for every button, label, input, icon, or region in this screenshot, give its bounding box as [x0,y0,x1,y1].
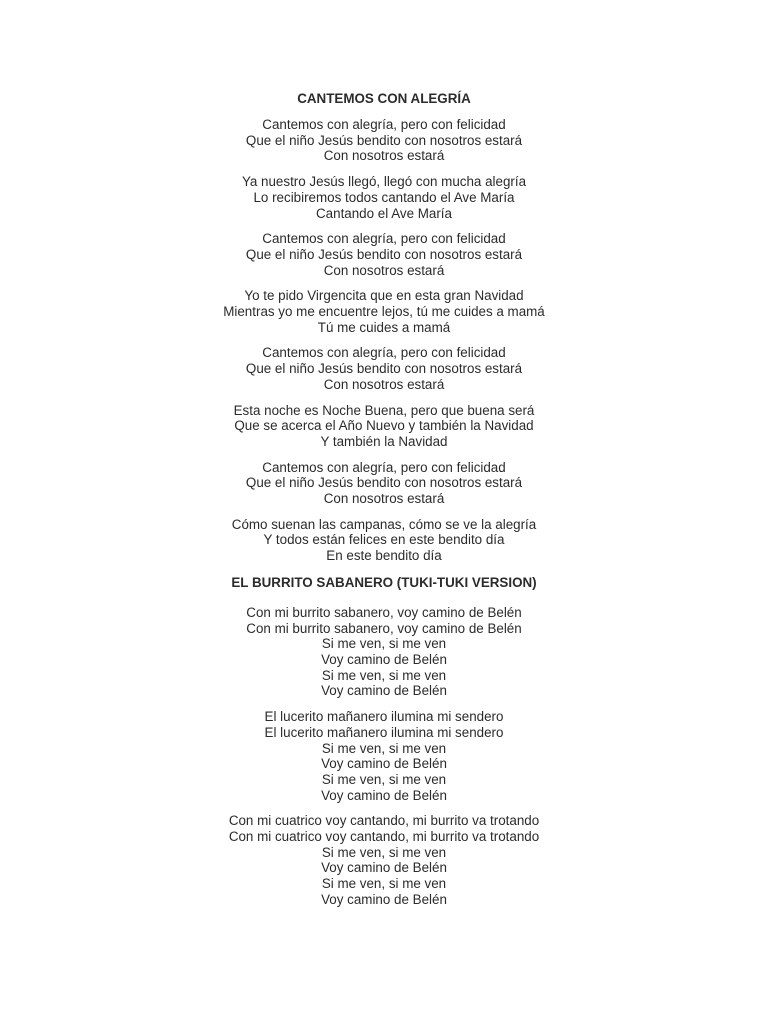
lyric-line: Cantemos con alegría, pero con felicidad [262,459,506,475]
lyric-line: El lucerito mañanero ilumina mi sendero [264,724,504,740]
song-title: CANTEMOS CON ALEGRÍA [297,91,471,106]
lyric-line: Voy camino de Belén [321,860,447,876]
lyric-line: En este bendito día [326,548,442,564]
stanza [0,709,768,803]
stanza [0,345,768,392]
lyric-line: Si me ven, si me ven [321,876,447,892]
lyric-line: Voy camino de Belén [321,891,447,907]
lyric-line: Cantando el Ave María [316,205,452,221]
lyric-line: Que el niño Jesús bendito con nosotros estará [245,132,523,148]
lyric-line: Con mi burrito sabanero, voy camino de Belén [246,604,522,620]
lyric-line: Esta noche es Noche Buena, pero que buena será [233,402,535,418]
lyric-line: Cantemos con alegría, pero con felicidad [262,345,506,361]
stanza [0,174,768,221]
lyric-line: Con nosotros estará [323,148,445,164]
lyric-line: El lucerito mañanero ilumina mi sendero [264,709,504,725]
lyric-line: Si me ven, si me ven [321,636,447,652]
lyric-line: Que se acerca el Año Nuevo y también la Navidad [234,418,534,434]
stanza [0,460,768,507]
stanza [0,517,768,564]
lyric-line: Voy camino de Belén [321,651,447,667]
lyric-line: Con mi burrito sabanero, voy camino de Belén [246,620,522,636]
lyric-line: Si me ven, si me ven [321,740,447,756]
lyric-line: Si me ven, si me ven [321,771,447,787]
lyric-line: Cantemos con alegría, pero con felicidad [262,231,506,247]
lyric-line: Yo te pido Virgencita que en esta gran Navidad [244,288,524,304]
lyric-line: Con nosotros estará [323,262,445,278]
lyric-line: Voy camino de Belén [321,683,447,699]
stanza [0,231,768,278]
stanza [0,605,768,699]
lyric-line: Ya nuestro Jesús llegó, llegó con mucha alegría [241,174,527,190]
lyric-line: Si me ven, si me ven [321,844,447,860]
lyric-line: Si me ven, si me ven [321,667,447,683]
lyric-line: Tú me cuides a mamá [317,319,451,335]
lyric-line: Mientras yo me encuentre lejos, tú me cuides a mamá [223,304,545,320]
stanza [0,117,768,164]
lyric-line: Que el niño Jesús bendito con nosotros estará [245,475,523,491]
lyric-line: Con nosotros estará [323,376,445,392]
song-el-burrito-sabanero [0,574,768,908]
song-title: EL BURRITO SABANERO (TUKI-TUKI VERSION) [231,574,537,590]
lyric-line: Lo recibiremos todos cantando el Ave María [253,189,515,205]
lyric-line: Cantemos con alegría, pero con felicidad [262,117,506,132]
lyric-line: Con mi cuatrico voy cantando, mi burrito va trotando [228,813,540,829]
lyric-line: Y todos están felices en este bendito día [263,532,505,548]
song-cantemos-con-alegria [0,90,768,564]
lyric-line: Que el niño Jesús bendito con nosotros estará [245,361,523,377]
lyric-line: Cómo suenan las campanas, cómo se ve la alegría [231,516,537,532]
lyric-line: Voy camino de Belén [321,787,447,803]
lyric-line: Y también la Navidad [320,433,448,449]
stanza [0,403,768,450]
lyric-line: Con mi cuatrico voy cantando, mi burrito va trotando [228,829,540,845]
stanza [0,813,768,907]
lyric-line: Que el niño Jesús bendito con nosotros estará [245,246,523,262]
lyric-line: Con nosotros estará [323,491,445,507]
stanza [0,288,768,335]
lyric-line: Voy camino de Belén [321,756,447,772]
